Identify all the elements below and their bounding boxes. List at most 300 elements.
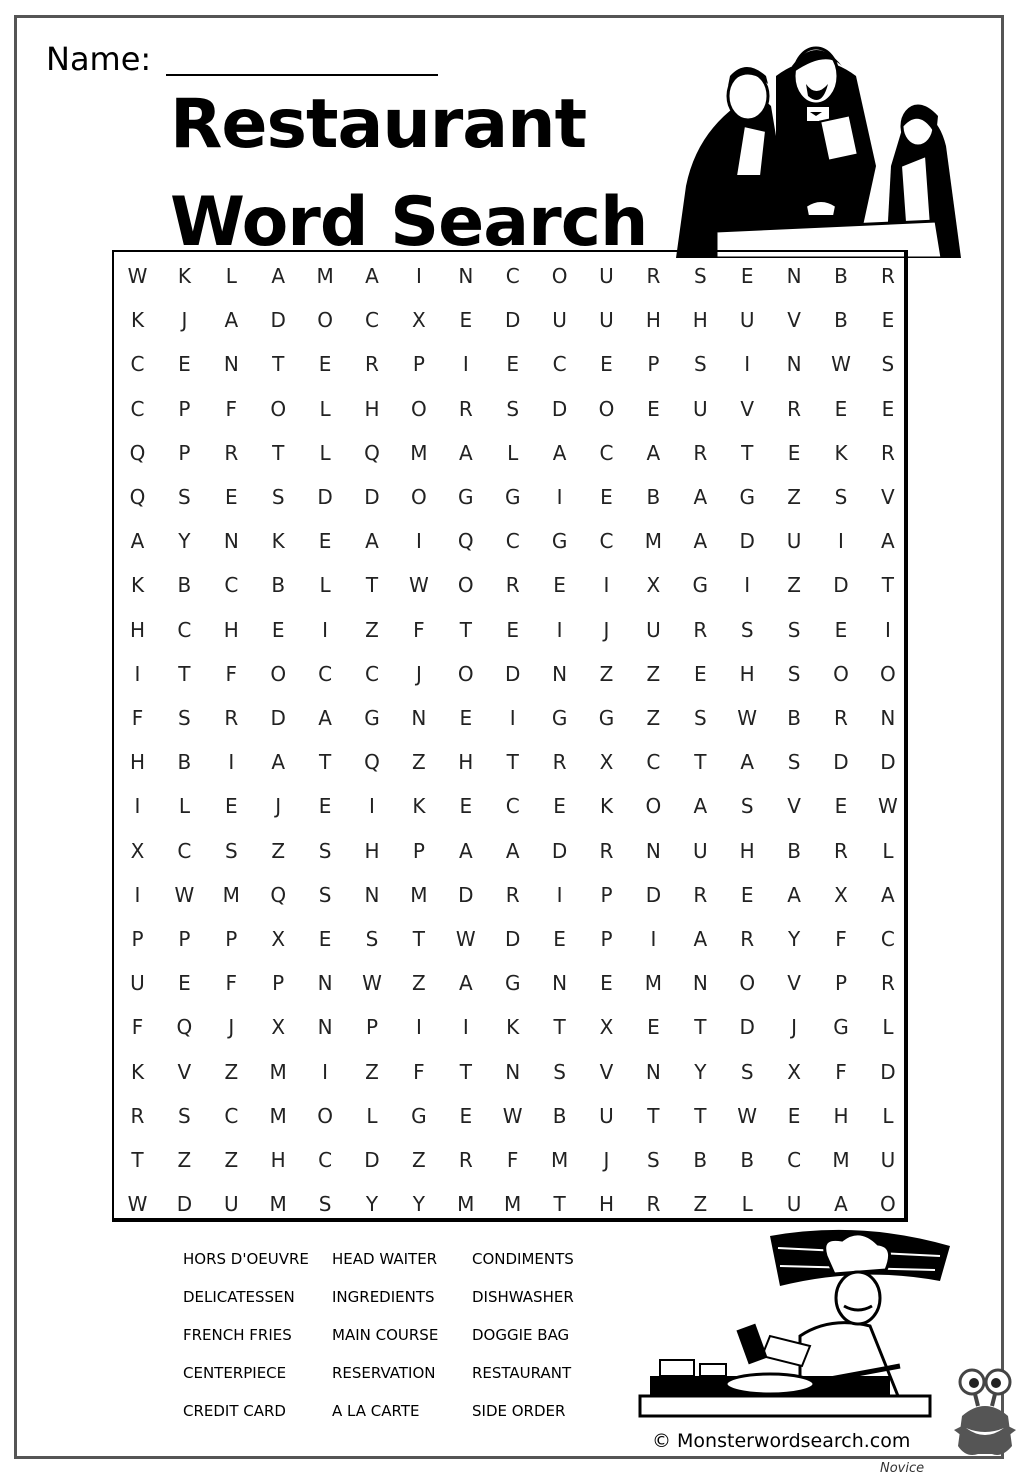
grid-letter: F (835, 927, 847, 951)
grid-letter: U (786, 1192, 802, 1217)
grid-letter: I (322, 1059, 329, 1084)
grid-letter: A (458, 440, 473, 465)
grid-letter: T (318, 750, 332, 775)
grid-letter: C (787, 1148, 802, 1172)
grid-letter: E (459, 706, 473, 730)
grid-letter: F (835, 1059, 847, 1084)
grid-letter: E (271, 617, 285, 642)
grid-letter: D (504, 927, 521, 951)
grid-letter: N (786, 264, 802, 288)
grid-letter: A (224, 308, 239, 333)
grid-letter: A (365, 529, 379, 554)
grid-letter: L (882, 1015, 894, 1040)
grid-letter: K (834, 440, 848, 465)
grid-letter: H (364, 838, 380, 863)
word-item: CENTERPIECE (183, 1364, 287, 1382)
grid-letter: O (317, 1103, 333, 1128)
grid-letter: I (556, 485, 563, 509)
grid-letter: T (694, 1015, 707, 1040)
grid-letter: R (224, 706, 239, 730)
grid-letter: S (834, 485, 848, 509)
grid-letter: D (880, 750, 896, 775)
grid-letter: C (505, 264, 520, 288)
grid-letter: R (693, 440, 708, 465)
grid-letter: O (598, 396, 615, 421)
grid-letter: H (270, 1148, 286, 1172)
grid-letter: D (364, 1148, 380, 1172)
grid-letter: G (411, 1103, 427, 1128)
grid-letter: J (275, 794, 282, 819)
grid-letter: A (271, 750, 286, 775)
grid-letter: E (318, 794, 332, 819)
grid-letter: I (415, 264, 422, 288)
grid-letter: U (130, 971, 145, 996)
grid-letter: M (644, 529, 663, 554)
grid-letter: M (504, 1192, 522, 1217)
grid-letter: S (318, 1192, 332, 1217)
grid-letter: E (553, 794, 566, 819)
grid-letter: E (506, 352, 519, 377)
grid-letter: D (504, 661, 521, 686)
grid-letter: U (599, 264, 614, 288)
grid-letter: M (410, 440, 428, 465)
grid-letter: M (644, 971, 663, 996)
grid-letter: E (553, 927, 566, 951)
grid-letter: A (365, 264, 379, 288)
grid-letter: C (130, 352, 145, 377)
word-item: DELICATESSEN (183, 1288, 295, 1306)
grid-letter: L (507, 440, 519, 465)
grid-letter: R (552, 750, 567, 775)
grid-letter: E (318, 927, 332, 951)
grid-letter: S (740, 1059, 754, 1084)
monster-mascot-icon (952, 1366, 1018, 1462)
grid-letter: E (459, 1103, 473, 1128)
grid-letter: N (692, 971, 708, 996)
grid-letter: P (225, 927, 238, 951)
grid-letter: F (413, 617, 425, 642)
grid-letter: C (552, 352, 567, 377)
grid-letter: U (599, 308, 614, 333)
grid-letter: P (178, 396, 191, 421)
grid-letter: N (458, 264, 474, 288)
grid-letter: E (834, 794, 848, 819)
grid-letter: G (833, 1015, 849, 1040)
grid-letter: T (694, 750, 707, 775)
grid-letter: P (600, 882, 613, 907)
grid-letter: R (646, 1192, 661, 1217)
grid-letter: S (787, 661, 801, 686)
grid-letter: K (130, 1059, 145, 1084)
grid-letter: A (458, 838, 473, 863)
grid-letter: P (272, 971, 285, 996)
grid-letter: O (457, 661, 474, 686)
grid-letter: C (130, 396, 145, 421)
grid-letter: K (130, 308, 145, 333)
grid-letter: Y (178, 529, 191, 554)
grid-letter: E (224, 485, 238, 509)
grid-letter: U (880, 1148, 896, 1172)
grid-letter: D (364, 485, 380, 509)
grid-letter: U (599, 1103, 614, 1128)
grid-letter: D (880, 1059, 896, 1084)
grid-letter: E (600, 352, 613, 377)
grid-letter: N (645, 1059, 661, 1084)
grid-letter: C (224, 573, 239, 598)
grid-letter: S (506, 396, 520, 421)
grid-letter: T (881, 573, 894, 598)
word-item: DISHWASHER (472, 1288, 574, 1306)
grid-letter: E (600, 485, 613, 509)
grid-letter: O (739, 971, 756, 996)
grid-letter: E (506, 617, 519, 642)
grid-letter: C (177, 617, 192, 642)
grid-letter: R (834, 706, 848, 730)
grid-letter: M (316, 264, 334, 288)
grid-letter: L (366, 1103, 378, 1128)
title-line-2: Word Search (170, 183, 648, 262)
grid-letter: R (880, 971, 895, 996)
grid-letter: Z (412, 750, 426, 775)
grid-letter: X (271, 1015, 286, 1040)
grid-letter: E (787, 1103, 801, 1128)
grid-letter: T (131, 1148, 144, 1172)
grid-letter: J (228, 1015, 235, 1040)
grid-letter: Z (365, 617, 379, 642)
grid-letter: C (177, 838, 192, 863)
grid-letter: T (506, 750, 519, 775)
grid-letter: O (833, 661, 849, 686)
grid-letter: C (318, 661, 333, 686)
grid-letter: U (786, 529, 802, 554)
grid-letter: N (645, 838, 661, 863)
grid-letter: B (177, 573, 192, 598)
grid-letter: S (178, 706, 191, 730)
grid-letter: G (504, 971, 521, 996)
grid-letter: B (834, 308, 848, 333)
grid-letter: F (413, 1059, 425, 1084)
grid-letter: A (271, 264, 286, 288)
grid-letter: A (318, 706, 332, 730)
grid-letter: J (791, 1015, 798, 1040)
grid-letter: M (550, 1148, 569, 1172)
waiter-serving-diners-illustration (676, 36, 968, 258)
grid-letter: C (224, 1103, 239, 1128)
grid-letter: G (551, 529, 568, 554)
word-search-grid (112, 250, 908, 1222)
grid-letter: H (458, 750, 474, 775)
grid-letter: R (599, 838, 614, 863)
grid-letter: A (693, 485, 708, 509)
grid-letter: X (599, 1015, 614, 1040)
grid-letter: Y (412, 1192, 425, 1217)
grid-letter: Z (224, 1059, 239, 1084)
grid-letter: E (318, 352, 332, 377)
grid-letter: Q (457, 529, 474, 554)
grid-letter: P (178, 440, 191, 465)
grid-letter: O (411, 485, 427, 509)
grid-letter: N (223, 529, 239, 554)
grid-letter: T (412, 927, 425, 951)
grid-letter: G (692, 573, 709, 598)
grid-letter: O (317, 308, 333, 333)
word-item: RESTAURANT (472, 1364, 572, 1382)
grid-letter: A (881, 529, 895, 554)
grid-letter: N (786, 352, 802, 377)
grid-letter: T (459, 1059, 472, 1084)
word-item: SIDE ORDER (472, 1402, 566, 1420)
grid-letter: S (693, 352, 707, 377)
grid-letter: I (744, 352, 751, 377)
grid-letter: O (645, 794, 662, 819)
grid-letter: D (458, 882, 474, 907)
grid-letter: R (740, 927, 755, 951)
grid-letter: Z (271, 838, 286, 863)
grid-letter: O (270, 396, 287, 421)
grid-letter: W (455, 927, 476, 951)
grid-letter: P (178, 927, 191, 951)
grid-letter: Z (365, 1059, 379, 1084)
grid-letter: V (740, 396, 755, 421)
grid-letter: I (322, 617, 329, 642)
grid-letter: O (551, 264, 568, 288)
grid-letter: J (603, 617, 610, 642)
grid-letter: X (599, 750, 614, 775)
grid-letter: T (459, 617, 472, 642)
copyright-text: © Monsterwordsearch.com (652, 1430, 911, 1452)
grid-letter: E (787, 440, 801, 465)
grid-letter: E (740, 264, 754, 288)
grid-letter: E (553, 573, 566, 598)
grid-letter: E (693, 661, 707, 686)
grid-letter: Z (787, 485, 801, 509)
grid-letter: G (739, 485, 755, 509)
grid-letter: H (739, 838, 755, 863)
grid-letter: C (599, 529, 614, 554)
grid-letter: S (365, 927, 379, 951)
grid-letter: E (318, 529, 332, 554)
grid-letter: S (178, 1103, 191, 1128)
grid-letter: L (319, 440, 331, 465)
grid-letter: A (130, 529, 145, 554)
grid-letter: T (272, 440, 285, 465)
grid-letter: L (178, 794, 190, 819)
grid-letter: I (650, 927, 657, 951)
grid-letter: K (412, 794, 426, 819)
grid-letter: S (178, 485, 191, 509)
word-item: HEAD WAITER (332, 1250, 438, 1268)
grid-letter: R (458, 396, 473, 421)
grid-letter: U (692, 396, 708, 421)
grid-letter: Y (365, 1192, 379, 1217)
grid-letter: H (129, 617, 146, 642)
grid-letter: M (269, 1192, 287, 1217)
grid-letter: Y (694, 1059, 707, 1084)
grid-letter: N (880, 706, 896, 730)
grid-letter: X (130, 838, 145, 863)
grid-letter: A (787, 882, 801, 907)
grid-letter: N (317, 1015, 333, 1040)
grid-letter: V (787, 971, 801, 996)
grid-letter: R (693, 882, 708, 907)
grid-letter: H (598, 1192, 615, 1217)
grid-letter: X (271, 927, 286, 951)
grid-letter: E (178, 352, 191, 377)
grid-letter: N (411, 706, 427, 730)
grid-letter: W (409, 573, 429, 598)
grid-letter: R (505, 573, 520, 598)
grid-letter: M (222, 882, 240, 907)
word-item: FRENCH FRIES (183, 1326, 292, 1344)
grid-letter: R (693, 617, 708, 642)
grid-letter: T (553, 1015, 566, 1040)
grid-letter: U (646, 617, 661, 642)
grid-letter: G (551, 706, 568, 730)
word-item: DOGGIE BAG (472, 1326, 570, 1344)
grid-letter: L (319, 573, 331, 598)
grid-letter: W (362, 971, 382, 996)
grid-letter: N (505, 1059, 521, 1084)
grid-letter: U (223, 1192, 239, 1217)
grid-letter: S (271, 485, 285, 509)
grid-letter: A (693, 927, 708, 951)
grid-letter: F (225, 661, 238, 686)
grid-letter: O (270, 661, 287, 686)
grid-letter: C (599, 440, 614, 465)
grid-letter: C (505, 794, 520, 819)
grid-letter: P (647, 352, 660, 377)
grid-letter: P (365, 1015, 379, 1040)
grid-letter: R (787, 396, 802, 421)
word-item: CREDIT CARD (183, 1402, 286, 1420)
grid-letter: A (834, 1192, 848, 1217)
grid-letter: S (693, 706, 707, 730)
chef-cooking-illustration (630, 1226, 960, 1422)
grid-letter: M (832, 1148, 850, 1172)
grid-letter: K (271, 529, 285, 554)
grid-letter: T (365, 573, 379, 598)
grid-letter: I (556, 617, 563, 642)
grid-letter: I (603, 573, 610, 598)
grid-letter: Z (693, 1192, 708, 1217)
grid-letter: Z (224, 1148, 239, 1172)
grid-letter: D (739, 529, 755, 554)
word-item: INGREDIENTS (332, 1288, 435, 1306)
grid-letter: T (553, 1192, 566, 1217)
grid-letter: V (881, 485, 895, 509)
grid-letter: L (225, 264, 237, 288)
grid-letter: F (131, 706, 144, 730)
grid-letter: Z (177, 1148, 192, 1172)
grid-letter: B (787, 838, 801, 863)
grid-letter: S (787, 750, 801, 775)
grid-letter: W (502, 1103, 523, 1128)
grid-letter: E (834, 396, 848, 421)
grid-letter: R (224, 440, 239, 465)
grid-letter: W (174, 882, 195, 907)
grid-letter: O (457, 573, 474, 598)
grid-letter: T (694, 1103, 707, 1128)
grid-letter: H (129, 750, 146, 775)
grid-letter: K (177, 264, 191, 288)
page-title (170, 76, 647, 272)
grid-letter: N (317, 971, 333, 996)
grid-letter: J (603, 1148, 610, 1172)
grid-letter: V (177, 1059, 192, 1084)
grid-letter: Q (270, 882, 287, 907)
grid-letter: D (317, 485, 333, 509)
grid-letter: W (878, 794, 898, 819)
grid-letter: O (880, 661, 896, 686)
grid-letter: F (225, 396, 238, 421)
grid-letter: D (504, 308, 521, 333)
grid-letter: L (319, 396, 331, 421)
grid-letter: I (369, 794, 375, 819)
grid-letter: N (552, 971, 568, 996)
grid-letter: D (645, 882, 662, 907)
grid-letter: G (364, 706, 380, 730)
grid-letter: E (224, 794, 238, 819)
grid-letter: I (838, 529, 844, 554)
grid-letter: P (131, 927, 144, 951)
grid-letter: S (881, 352, 895, 377)
grid-letter: M (269, 1103, 287, 1128)
grid-letter: L (882, 838, 894, 863)
difficulty-level: Novice (880, 1461, 925, 1476)
grid-letter: B (740, 1148, 755, 1172)
grid-letter: B (787, 706, 801, 730)
grid-letter: I (509, 706, 516, 730)
grid-letter: E (740, 882, 754, 907)
grid-letter: V (787, 794, 801, 819)
grid-letter: N (552, 661, 568, 686)
grid-letter: E (647, 1015, 660, 1040)
grid-letter: D (739, 1015, 755, 1040)
grid-letter: V (599, 1059, 614, 1084)
grid-letter: I (134, 794, 141, 819)
grid-letter: D (551, 396, 568, 421)
grid-letter: C (365, 308, 379, 333)
grid-letter: S (224, 838, 238, 863)
grid-letter: I (134, 882, 141, 907)
grid-letter: K (506, 1015, 520, 1040)
grid-letter: I (744, 573, 751, 598)
grid-letter: X (646, 573, 661, 598)
grid-letter: X (412, 308, 426, 333)
grid-letter: R (834, 838, 848, 863)
grid-letter: D (270, 706, 286, 730)
grid-letter: H (739, 661, 755, 686)
grid-letter: Z (412, 1148, 426, 1172)
grid-letter: E (881, 308, 895, 333)
grid-letter: Q (129, 485, 146, 509)
grid-letter: G (504, 485, 521, 509)
grid-letter: E (600, 971, 613, 996)
grid-letter: O (880, 1192, 896, 1217)
word-item: CONDIMENTS (472, 1250, 574, 1268)
grid-letter: W (831, 352, 851, 377)
grid-letter: D (551, 838, 568, 863)
grid-letter: E (881, 396, 895, 421)
grid-letter: Y (787, 927, 801, 951)
grid-letter: I (415, 529, 422, 554)
grid-letter: D (270, 308, 286, 333)
grid-letter: W (127, 264, 148, 288)
grid-letter: I (462, 352, 469, 377)
grid-letter: W (737, 1103, 758, 1128)
grid-letter: E (178, 971, 191, 996)
grid-letter: P (412, 352, 425, 377)
